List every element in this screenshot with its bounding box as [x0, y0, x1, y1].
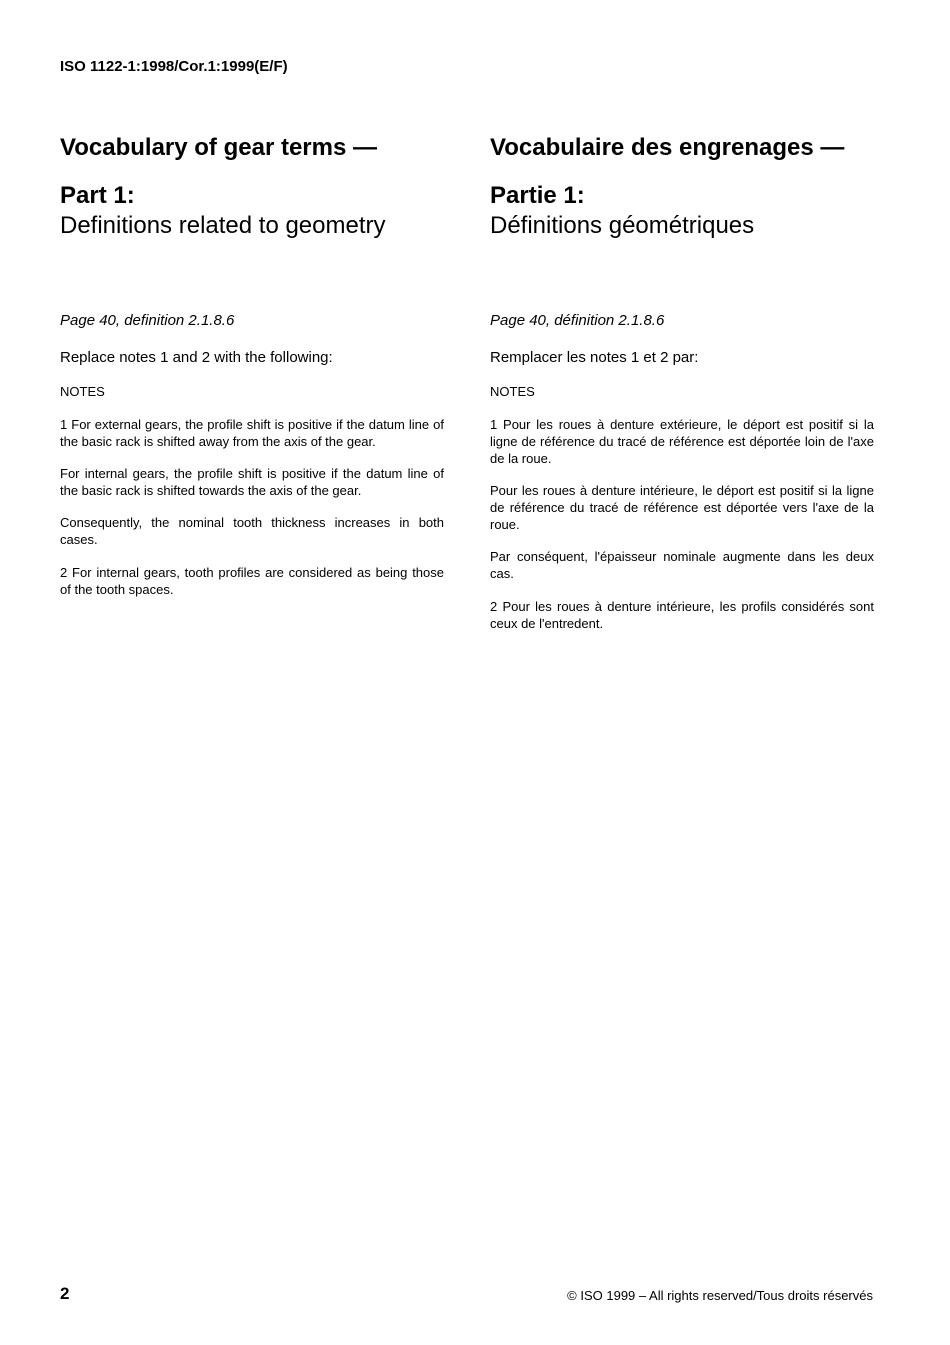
page-number: 2: [60, 1284, 70, 1303]
copyright-notice: © ISO 1999 – All rights reserved/Tous droits réservés: [567, 1288, 873, 1303]
english-part-label: Part 1:: [60, 182, 135, 209]
french-note-1: 1 Pour les roues à denture extérieure, le déport est positif si la ligne de référence du tracé de référence est déportée loin de l'axe de la roue.: [490, 417, 874, 466]
english-note-1-internal: For internal gears, the profile shift is positive if the datum line of the basic rack is shifted towards the axis of the gear.: [60, 466, 444, 498]
english-title: Vocabulary of gear terms —: [60, 134, 377, 161]
english-note-2: 2 For internal gears, tooth profiles are considered as being those of the tooth spaces.: [60, 565, 444, 597]
english-page-reference: Page 40, definition 2.1.8.6: [60, 312, 235, 329]
french-part-label: Partie 1:: [490, 182, 585, 209]
french-replace-instruction: Remplacer les notes 1 et 2 par:: [490, 349, 699, 366]
english-column: [60, 132, 444, 598]
french-notes-heading: NOTES: [490, 384, 535, 399]
english-notes-heading: NOTES: [60, 384, 105, 399]
french-subtitle: Définitions géométriques: [490, 212, 755, 239]
french-page-reference: Page 40, définition 2.1.8.6: [490, 312, 665, 329]
french-note-2: 2 Pour les roues à denture intérieure, les profils considérés sont ceux de l'entredent.: [490, 599, 874, 631]
english-note-1: 1 For external gears, the profile shift is positive if the datum line of the basic rack is shifted away from the axis of the gear.: [60, 417, 444, 449]
document-id: ISO 1122-1:1998/Cor.1:1999(E/F): [60, 58, 288, 75]
french-column: [490, 132, 874, 632]
french-title: Vocabulaire des engrenages —: [490, 134, 845, 161]
french-note-1-consequence: Par conséquent, l'épaisseur nominale augmente dans les deux cas.: [490, 549, 874, 581]
french-note-1-internal: Pour les roues à denture intérieure, le déport est positif si la ligne de référence du tracé de référence est déportée vers l'axe de la roue.: [490, 483, 874, 532]
english-subtitle: Definitions related to geometry: [60, 212, 386, 239]
english-note-1-consequence: Consequently, the nominal tooth thickness increases in both cases.: [60, 515, 444, 547]
english-replace-instruction: Replace notes 1 and 2 with the following:: [60, 349, 333, 366]
